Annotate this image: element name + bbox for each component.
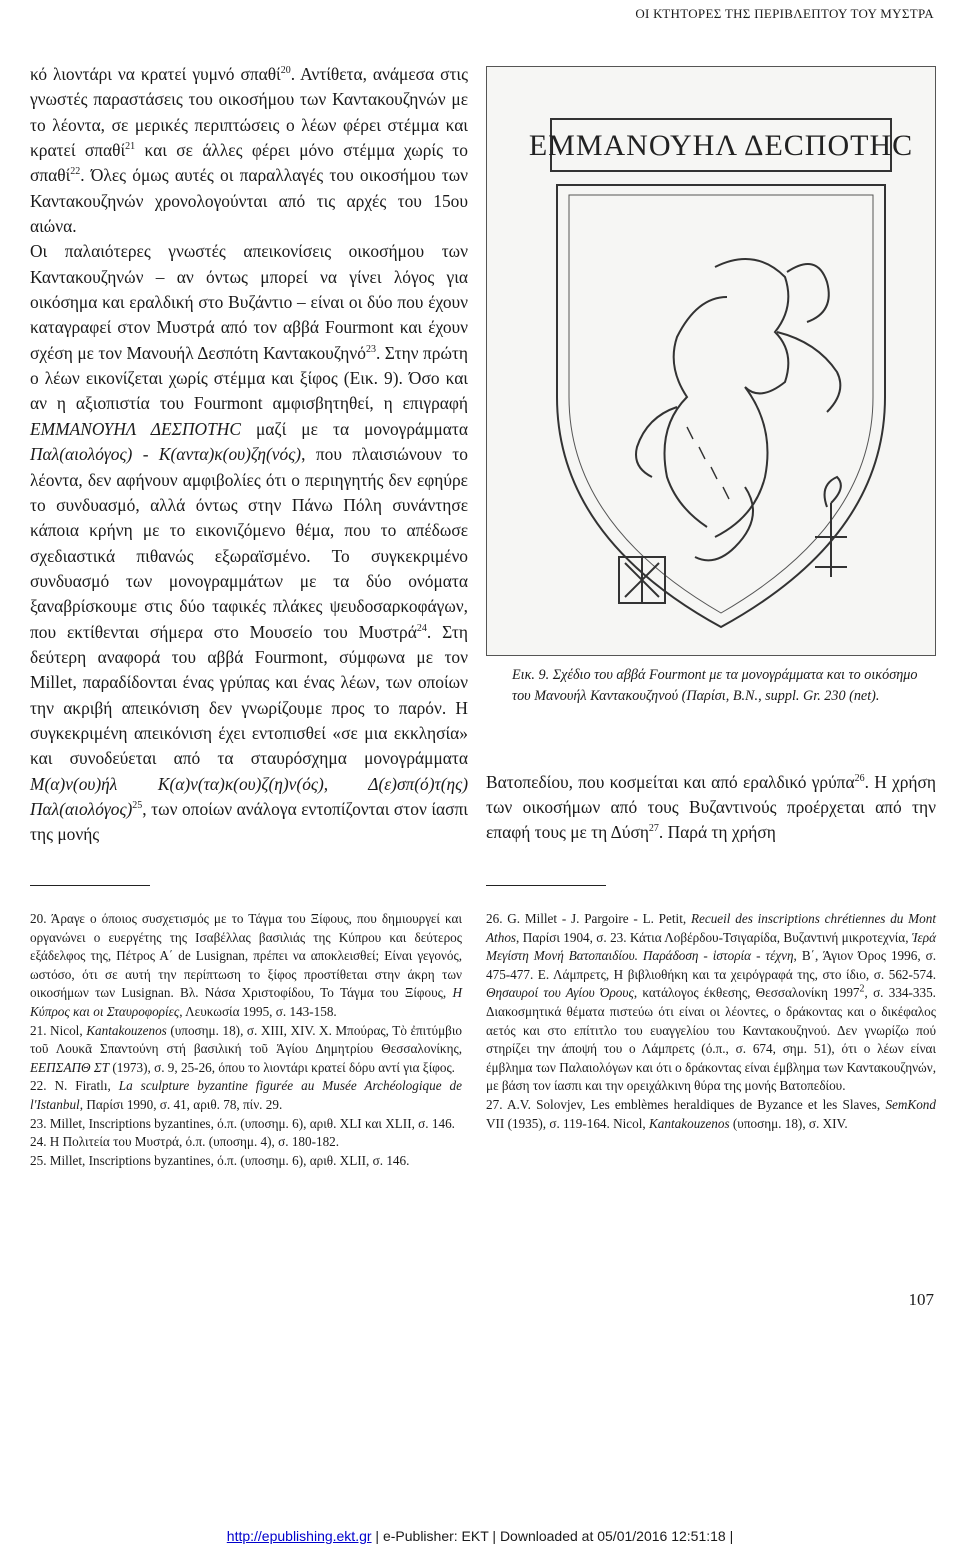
- body-column-left: [30, 62, 468, 848]
- paragraph-1: κό λιοντάρι να κρατεί γυμνό σπαθί$^{20}$. Αντίθετα, ανάμεσα στις γνωστές παραστάσεις του οικοσήμου των Καντακουζηνών με το λέοντα, σε μερικές περιπτώσεις ο λέων φέρει στέμμα και κρατεί σπαθί$^{21}$ και σε άλλες φέρει μόνο στέμμα χωρίς το σπαθί$^{22}$. Όλες όμως αυτές οι παραλλαγές του οικοσήμου των Καντακουζηνών χρονολογούνται από τις αρχές του 15ου αιώνα.: [30, 64, 468, 237]
- figure-caption: Εικ. 9. Σχέδιο του αββά Fourmont με τα μονογράμματα και το οικόσημο του Μανουήλ Καντακουζηνού (Παρίσι, Β.Ν., suppl. Gr. 230 (net).: [512, 667, 918, 704]
- coat-of-arms-drawing: [487, 67, 935, 655]
- footnote-ref-21[interactable]: 21: [125, 141, 136, 153]
- page-number: 107: [908, 1290, 934, 1309]
- inscription-text: ΕΜΜΑΝΟΥΗΛ ΔΕCΠΟΤΗC: [528, 129, 914, 162]
- footnote-21: 21. Nicol, Kantakouzenos (υποσημ. 18), σ. XIII, XIV. Χ. Μπούρας, Τὸ ἐπιτύμβιο τοῦ Λουκᾶ Σπαντούνη στή βασιλική τοῦ Ἁγίου Δημητρίου Θεσσαλονίκης, ΕΕΠΣΑΠΘ ΣΤ (1973), σ. 9, 25-26, όπου το λιοντάρι κρατεί δόρυ αντί για ξίφος.: [30, 1022, 462, 1075]
- footnote-ref-24[interactable]: 24: [416, 622, 427, 634]
- epublishing-link[interactable]: http://epublishing.ekt.gr: [226, 1528, 372, 1544]
- download-footer: http://epublishing.ekt.gr | e-Publisher: EKT | Downloaded at 05/01/2016 12:51:18 |: [226, 1528, 734, 1544]
- footnote-25: 25. Millet, Inscriptions byzantines, ό.π. (υποσημ. 6), αριθ. XLII, σ. 146.: [30, 1152, 410, 1168]
- paragraph-2: Οι παλαιότερες γνωστές απεικονίσεις οικοσήμου των Καντακουζηνών – αν όντως μπορεί να γίνει λόγος για οικόσημα και εραλδική στο Βυζάντιο – είναι οι δύο που έχουν καταγραφεί στον Μυστρά από τον αββά Fourmont και έχουν σχέση με τον Μανουήλ Δεσπότη Καντακουζηνό$^{23}$. Στην πρώτη ο λέων εικονίζεται χωρίς στέμμα και ξίφος (Εικ. 9). Όσο και αν η αξιοπιστία του Fourmont αμφισβητηθεί, η επιγραφή ΕΜΜΑΝΟΥΗΛ ΔΕΣΠΟΤΗC μαζί με τα μονογράμματα Παλ(αιολόγος) - Κ(αντα)κ(ου)ζη(νός), που πλαισιώνουν το λέοντα, δεν αφήνουν αμφιβολίες ότι ο περιηγητής δεν εφηύρε το συνδυασμό, αλλά όντως στην Πάνω Πόλη συνάντησε κάποια κρήνη με το εικονιζόμενο θέμα, που το απέδωσε σχεδιαστικά πιθανώς εξωραϊσμένο. Το συγκεκριμένο συνδυασμό των μονογραμμάτων με τα δύο ονόματα ξαναβρίσκουμε στις δύο ταφικές πλάκες ψευδοσαρκοφάγων, που εκτίθενται σήμερα στο Μουσείο του Μυστρά$^{24}$. Στη δεύτερη αναφορά του αββά Fourmont, σύμφωνα με τον Millet, παραδίδονται ένας γρύπας και ένας λέων, των οποίων την ακριβή απεικόνιση δεν γνωρίζουμε προς το παρόν. Η συγκεκριμένη απεικόνιση έχει εντοπισθεί «σε μια εκκλησία» και συνοδεύεται από τα σταυρόσχημα μονογράμματα Μ(α)ν(ου)ήλ Κ(α)ν(τα)κ(ου)ζ(η)ν(ός), Δ(ε)σπ(ό)τ(ης) $\Pi\alpha\lambda(\alpha\iota o\lambda ό\gamma o\varsigma)^{25}$, των οποίων ανάλογα εντοπίζονται στον ίασπι της μονής: [30, 241, 469, 845]
- footnote-ref-26[interactable]: 26: [854, 773, 865, 785]
- footnote-rule-left: [30, 885, 150, 886]
- running-header: ΟΙ ΚΤΗΤΟΡΕΣ ΤΗΣ ΠΕΡΙΒΛΕΠΤΟΥ ΤΟΥ ΜΥΣΤΡΑ: [635, 6, 934, 21]
- footnote-ref-23[interactable]: 23: [365, 343, 376, 355]
- footnotes-left: [30, 910, 462, 1170]
- footnote-ref-22[interactable]: 22: [70, 166, 81, 178]
- footnote-22: 22. N. Firatlı, La sculpture byzantine figurée au Musée Archéologique de l'Istanbul, Παρίσι 1990, σ. 41, αριθ. 78, πίν. 29.: [30, 1078, 463, 1112]
- footnote-20: 20. Άραγε ο όποιος συσχετισμός με το Τάγμα του Ξίφους, που δημιουργεί και οργανώνει ο ευεργέτης της Ισαβέλλας βασιλιάς της Κύπρου και δεύτερος εξάδελφος της, Πέτρος Α΄ de Lusignan, πρέπει να αποκλεισθεί; Είναι γεγονός, ωστόσο, ότι σε αυτή την περίπτωση το ξίφος προστίθεται στην άκρη των οικοσήμων των Lusignan. Βλ. Νάσα Χριστοφίδου, Το Τάγμα του Ξίφους, Η Κύπρος και οι Σταυροφορίες, Λευκωσία 1995, σ. 143-158.: [30, 911, 462, 1019]
- footnote-rule-right: [486, 885, 606, 886]
- footnote-23: 23. Millet, Inscriptions byzantines, ό.π. (υποσημ. 6), αριθ. XLI και XLII, σ. 146.: [30, 1115, 455, 1131]
- body-column-right: Βατοπεδίου, που κοσμείται και από εραλδικό γρύπα$^{26}$. Η χρήση των οικοσήμων από τους Βυζαντινούς προέρχεται από την επαφή τους με τη Δύση$^{27}$. Παρά τη χρήση: [486, 772, 936, 843]
- footnote-24: 24. Η Πολιτεία του Μυστρά, ό.π. (υποσημ. 4), σ. 180-182.: [30, 1134, 340, 1150]
- footnotes-right: [486, 910, 936, 1133]
- footnote-26: 26. G. Millet - J. Pargoire - L. Petit, Recueil des inscriptions chrétiennes du Mont Athos, Παρίσι 1904, σ. 23. Κάτια Λοβέρδου-Τσιγαρίδα, Βυζαντινή μικροτεχνία, Ἱερά Μεγίστη Μονή Βατοπαιδίου. Παράδοση - ἱστορία - τέχνη, Β΄, Άγιον Όρος 1996, σ. 475-477. Ε. Λάμπρετς, Η βιβλιοθήκη και τα χειρόγραφά της, στο ίδιο, σ. 562-574. Θησαυροί του Αγίου Όρους, κατάλογος έκθεσης, Θεσσαλονίκη 1997$^2$, σ. 334-335. Διακοσμητικά θέματα πιστεύω ότι είναι οι λέοντες, ο δράκοντας και ο δικέφαλος αετός και στο επίτιτλο του ευαγγελίου του Καντακουζηνού. Δεν γνωρίζω πού στηρίζει την άποψή του ο Λάμπρετς (ό.π., σ. 674, σημ. 51), ότι ο λέων είναι έμβλημα των Παλαιολόγων και ότι ο δράκοντας είναι έμβλημα των Καντακουζηνών, με βάση τον ίασπι και την ορειχάλκινη θύρα της μονής Βατοπεδίου.: [486, 911, 936, 1094]
- footnote-27: 27. A.V. Solovjev, Les emblèmes heraldiques de Byzance et les Slaves, SemKond VII (1935), σ. 119-164. Nicol, Kantakouzenos (υποσημ. 18), σ. XIV.: [486, 1096, 936, 1131]
- footnote-ref-25[interactable]: 25: [132, 800, 143, 812]
- figure-9-drawing: [486, 66, 936, 656]
- footnote-ref-20[interactable]: 20: [280, 65, 291, 77]
- footnote-ref-27[interactable]: 27: [648, 823, 659, 835]
